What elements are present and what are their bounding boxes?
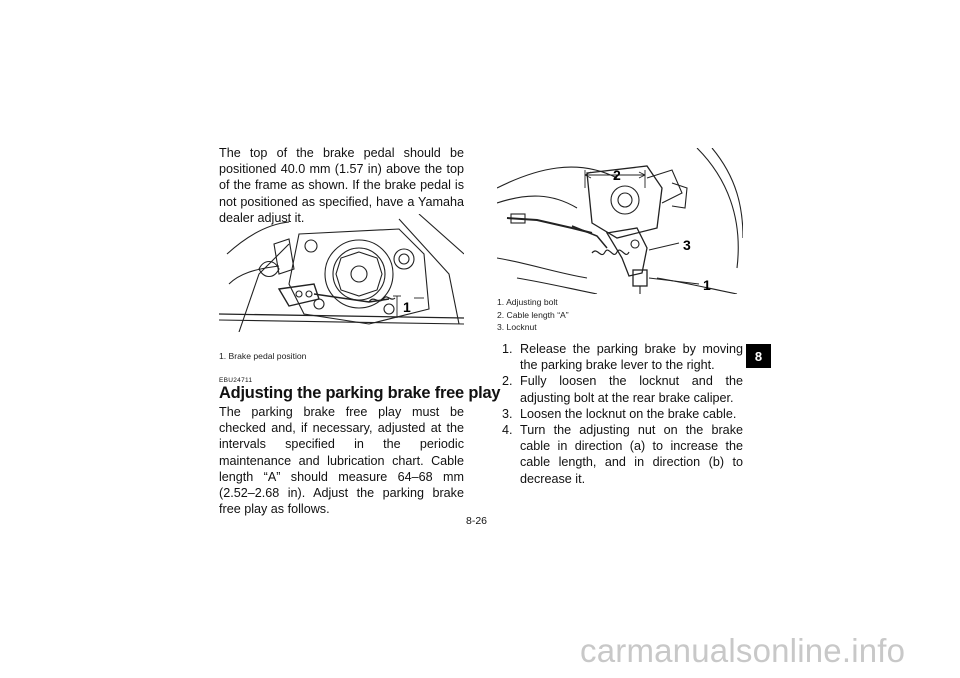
step-text: Fully loosen the locknut and the adjusting bolt at the rear brake caliper. bbox=[520, 374, 743, 405]
page-number: 8-26 bbox=[466, 515, 488, 527]
step-item bbox=[502, 373, 743, 405]
step-number: 3. bbox=[502, 406, 513, 421]
step-number: 2. bbox=[502, 374, 513, 389]
step-text: Loosen the locknut on the brake cable. bbox=[520, 406, 737, 421]
figure2-callout-3: 3 bbox=[683, 237, 691, 253]
figure1-caption: 1. Brake pedal position bbox=[219, 351, 307, 361]
step-item bbox=[502, 422, 743, 487]
step-item bbox=[502, 406, 743, 422]
intro-paragraph: The top of the brake pedal should be positioned 40.0 mm (1.57 in) above the top of the frame as shown. If the brake pedal is not positioned as specified, have a Yamaha dealer adjust it. bbox=[219, 146, 464, 225]
footer-watermark: carmanualsonline.info bbox=[580, 632, 906, 669]
figure2-caption-item: 1. Adjusting bolt bbox=[497, 297, 558, 307]
figure2-caption-item: 2. Cable length “A” bbox=[497, 309, 569, 320]
brake-pedal-illustration bbox=[219, 214, 464, 332]
step-text: Release the parking brake by moving the parking brake lever to the right. bbox=[520, 342, 743, 373]
chapter-tab: 8 bbox=[746, 344, 771, 368]
figure2-caption-item: 3. Locknut bbox=[497, 322, 537, 333]
section-heading: Adjusting the parking brake free play bbox=[219, 384, 501, 402]
procedure-steps bbox=[502, 341, 743, 487]
figure2-captions bbox=[497, 296, 743, 334]
figure2-callout-2: 2 bbox=[613, 167, 621, 183]
parking-brake-cable-illustration bbox=[497, 148, 743, 294]
figure2-callout-1: 1 bbox=[703, 277, 711, 293]
step-number: 4. bbox=[502, 423, 513, 438]
step-text: Turn the adjusting nut on the brake cable in direction (a) to increase the cable length, and in direction (b) to decrease it. bbox=[520, 423, 743, 486]
step-number: 1. bbox=[502, 342, 513, 356]
section-body: The parking brake free play must be checked and, if necessary, adjusted at the intervals specified in the periodic maintenance and lubrication chart. Cable length “A” should measure 64–68 mm (2.52–2.68 in). Adjust the parking brake free play as follows. bbox=[219, 405, 464, 517]
step-item bbox=[502, 341, 743, 373]
figure1-callout: 1 bbox=[403, 299, 411, 315]
section-code: EBU24711 bbox=[219, 377, 253, 384]
